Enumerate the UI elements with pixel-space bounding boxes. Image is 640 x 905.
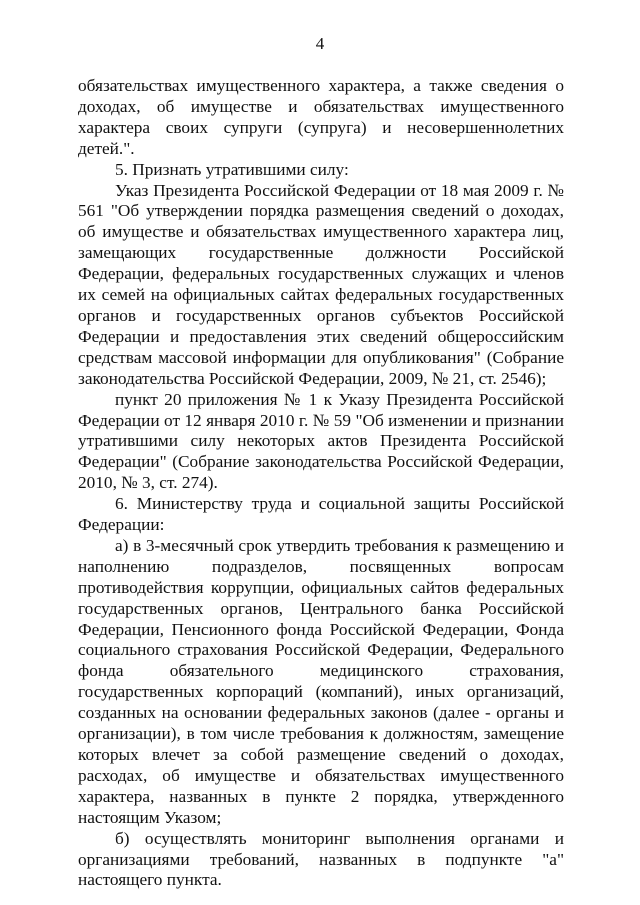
paragraph-decree-561: Указ Президента Российской Федерации от 18 мая 2009 г. № 561 "Об утверждении порядка размещения сведений о доходах, об имуществе и обязательствах имущественного характера лиц, замещающих государственные должности Российской Федерации, федеральных государственных служащих и членов их семей на официальных сайтах федеральных государственных органов и государственных органов субъектов Российской Федерации и предоставления этих сведений общероссийским средствам массовой информации для опубликования" (Собрание законодательства Российской Федерации, 2009, № 21, ст. 2546);	[78, 180, 564, 388]
paragraph-item-6: 6. Министерству труда и социальной защиты Российской Федерации:	[78, 494, 564, 535]
document-body	[78, 76, 564, 891]
paragraph-subitem-a: а) в 3-месячный срок утвердить требования к размещению и наполнению подразделов, посвященных вопросам противодействия коррупции, официальных сайтов федеральных государственных органов, Центрального банка Российской Федерации, Пенсионного фонда Российской Федерации, Фонда социального страхования Российской Федерации, Федерального фонда обязательного медицинского страхования, государственных корпораций (компаний), иных организаций, созданных на основании федеральных законов (далее - органы и организации), в том числе требования к должностям, замещение которых влечет за собой размещение сведений о доходах, расходах, об имуществе и обязательствах имущественного характера, названных в пункте 2 порядка, утвержденного настоящим Указом;	[78, 535, 564, 827]
page-number: 4	[315, 34, 325, 53]
paragraph-decree-59: пункт 20 приложения № 1 к Указу Президента Российской Федерации от 12 января 2010 г. № 59 "Об изменении и признании утратившими силу некоторых актов Президента Российской Федерации" (Собрание законодательства Российской Федерации, 2010, № 3, ст. 274).	[78, 389, 564, 493]
paragraph-item-5: 5. Признать утратившими силу:	[115, 159, 349, 179]
paragraph-continuation: обязательствах имущественного характера, а также сведения о доходах, об имуществе и обязательствах имущественного характера своих супруги (супруга) и несовершеннолетних детей.".	[78, 76, 564, 158]
paragraph-subitem-b: б) осуществлять мониторинг выполнения органами и организациями требований, названных в подпункте "а" настоящего пункта.	[78, 828, 564, 890]
